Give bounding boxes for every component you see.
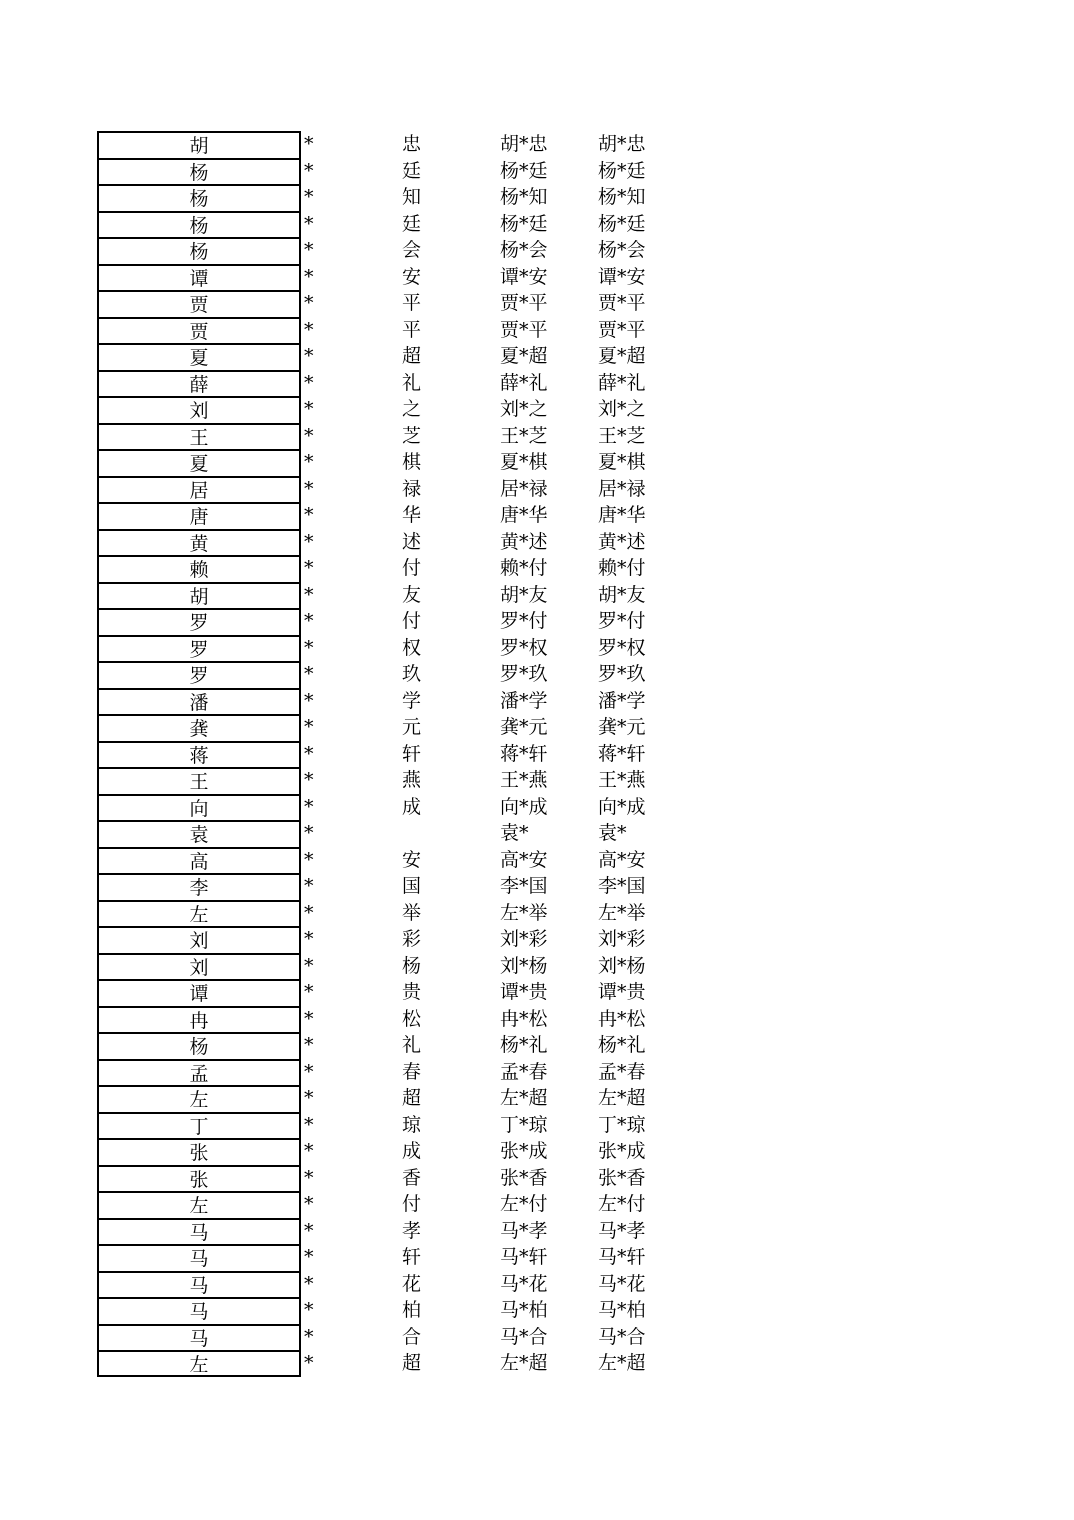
masked-name-cell[interactable]: 高*安 [500, 848, 548, 871]
mask-cell[interactable]: * [304, 1246, 314, 1268]
masked-name-copy-cell[interactable]: 王*芝 [598, 424, 646, 447]
given-name-cell[interactable]: 彩 [402, 928, 422, 950]
masked-name-cell[interactable]: 胡*友 [500, 583, 548, 606]
mask-cell[interactable]: * [304, 398, 314, 420]
mask-cell[interactable]: * [304, 477, 314, 500]
given-name-cell[interactable]: 付 [402, 557, 422, 579]
given-name-cell[interactable]: 禄 [402, 477, 422, 500]
surname-cell[interactable]: 龚 [97, 714, 301, 741]
masked-name-copy-cell[interactable]: 左*举 [598, 901, 646, 924]
mask-cell[interactable]: * [304, 1087, 314, 1109]
given-name-cell[interactable]: 礼 [402, 1034, 422, 1056]
masked-name-cell[interactable]: 罗*权 [500, 636, 548, 659]
table-row [0, 158, 700, 185]
mask-cell[interactable]: * [304, 954, 314, 977]
given-name-cell[interactable]: 棋 [402, 451, 422, 473]
masked-name-copy-cell[interactable]: 左*付 [598, 1193, 646, 1215]
masked-name-copy-cell[interactable]: 龚*元 [598, 716, 646, 738]
surname-cell[interactable]: 杨 [97, 1032, 301, 1059]
masked-name-cell[interactable]: 胡*忠 [500, 133, 548, 155]
surname-cell[interactable]: 居 [97, 476, 301, 503]
table-row [0, 926, 700, 953]
given-name-cell[interactable]: 安 [402, 848, 422, 871]
surname-cell[interactable]: 杨 [97, 158, 301, 185]
surname-cell[interactable]: 胡 [97, 131, 301, 158]
masked-name-cell[interactable]: 谭*安 [500, 265, 548, 288]
surname-cell[interactable]: 夏 [97, 449, 301, 476]
masked-name-copy-cell[interactable]: 杨*会 [598, 239, 646, 261]
masked-name-cell[interactable]: 杨*廷 [500, 212, 548, 235]
masked-name-cell[interactable]: 王*芝 [500, 424, 548, 447]
table-row [0, 343, 700, 370]
masked-name-copy-cell[interactable]: 刘*之 [598, 398, 646, 420]
given-name-cell[interactable]: 春 [402, 1060, 422, 1083]
surname-cell[interactable]: 马 [97, 1244, 301, 1271]
table-row [0, 661, 700, 688]
given-name-cell[interactable]: 述 [402, 530, 422, 553]
given-name-cell[interactable]: 之 [402, 398, 422, 420]
masked-name-copy-cell[interactable]: 胡*友 [598, 583, 646, 606]
table-row [0, 237, 700, 264]
masked-name-cell[interactable]: 贾*平 [500, 292, 548, 314]
mask-cell[interactable]: * [304, 928, 314, 950]
given-name-cell[interactable]: 松 [402, 1007, 422, 1030]
mask-cell[interactable]: * [304, 769, 314, 791]
mask-cell[interactable]: * [304, 239, 314, 261]
table-row [0, 741, 700, 768]
table-row [0, 635, 700, 662]
given-name-cell[interactable]: 权 [402, 636, 422, 659]
given-name-cell[interactable]: 廷 [402, 212, 422, 235]
given-name-cell[interactable]: 柏 [402, 1299, 422, 1321]
mask-cell[interactable]: * [304, 1060, 314, 1083]
masked-name-cell[interactable]: 夏*超 [500, 345, 548, 367]
mask-cell[interactable]: * [304, 1299, 314, 1321]
given-name-cell[interactable]: 杨 [402, 954, 422, 977]
masked-name-copy-cell[interactable]: 刘*彩 [598, 928, 646, 950]
mask-cell[interactable]: * [304, 610, 314, 632]
masked-name-copy-cell[interactable]: 夏*超 [598, 345, 646, 367]
mask-cell[interactable]: * [304, 345, 314, 367]
mask-cell[interactable]: * [304, 1034, 314, 1056]
surname-cell[interactable]: 蒋 [97, 741, 301, 768]
given-name-cell[interactable]: 平 [402, 292, 422, 314]
surname-cell[interactable]: 孟 [97, 1059, 301, 1086]
mask-cell[interactable]: * [304, 663, 314, 685]
masked-name-copy-cell[interactable]: 王*燕 [598, 769, 646, 791]
table-row [0, 688, 700, 715]
surname-cell[interactable]: 左 [97, 1191, 301, 1218]
table-row [0, 1324, 700, 1351]
masked-name-copy-cell[interactable]: 胡*忠 [598, 133, 646, 155]
masked-name-copy-cell[interactable]: 居*禄 [598, 477, 646, 500]
mask-cell[interactable]: * [304, 557, 314, 579]
table-row [0, 873, 700, 900]
surname-cell[interactable]: 黄 [97, 529, 301, 556]
masked-name-copy-cell[interactable]: 杨*廷 [598, 212, 646, 235]
table-row [0, 1271, 700, 1298]
given-name-cell[interactable]: 学 [402, 689, 422, 712]
given-name-cell[interactable]: 国 [402, 875, 422, 897]
surname-cell[interactable]: 唐 [97, 502, 301, 529]
masked-name-copy-cell[interactable]: 杨*知 [598, 186, 646, 208]
surname-cell[interactable]: 马 [97, 1324, 301, 1351]
masked-name-cell[interactable]: 张*成 [500, 1140, 548, 1162]
surname-cell[interactable]: 赖 [97, 555, 301, 582]
masked-name-copy-cell[interactable]: 赖*付 [598, 557, 646, 579]
masked-name-copy-cell[interactable]: 夏*棋 [598, 451, 646, 473]
masked-name-cell[interactable]: 刘*杨 [500, 954, 548, 977]
table-row [0, 317, 700, 344]
masked-name-cell[interactable]: 杨*礼 [500, 1034, 548, 1056]
surname-cell[interactable]: 刘 [97, 926, 301, 953]
masked-name-cell[interactable]: 罗*付 [500, 610, 548, 632]
table-row [0, 1244, 700, 1271]
given-name-cell[interactable]: 芝 [402, 424, 422, 447]
masked-name-cell[interactable]: 居*禄 [500, 477, 548, 500]
masked-name-copy-cell[interactable]: 张*香 [598, 1166, 646, 1189]
masked-name-cell[interactable]: 黄*述 [500, 530, 548, 553]
table-row [0, 767, 700, 794]
surname-cell[interactable]: 张 [97, 1165, 301, 1192]
surname-cell[interactable]: 夏 [97, 343, 301, 370]
mask-cell[interactable]: * [304, 1007, 314, 1030]
surname-cell[interactable]: 李 [97, 873, 301, 900]
masked-name-cell[interactable]: 蒋*轩 [500, 742, 548, 765]
table-row [0, 847, 700, 874]
mask-cell[interactable]: * [304, 504, 314, 526]
surname-cell[interactable]: 杨 [97, 184, 301, 211]
masked-name-cell[interactable]: 张*香 [500, 1166, 548, 1189]
masked-name-cell[interactable]: 马*孝 [500, 1219, 548, 1242]
table-row [0, 370, 700, 397]
masked-name-copy-cell[interactable]: 马*孝 [598, 1219, 646, 1242]
mask-cell[interactable]: * [304, 636, 314, 659]
mask-cell[interactable]: * [304, 1352, 314, 1374]
masked-name-cell[interactable]: 贾*平 [500, 318, 548, 341]
mask-cell[interactable]: * [304, 795, 314, 818]
table-row [0, 1059, 700, 1086]
table-row [0, 211, 700, 238]
masked-name-cell[interactable]: 刘*彩 [500, 928, 548, 950]
masked-name-cell[interactable]: 王*燕 [500, 769, 548, 791]
given-name-cell[interactable]: 孝 [402, 1219, 422, 1242]
mask-cell[interactable]: * [304, 530, 314, 553]
mask-cell[interactable]: * [304, 186, 314, 208]
table-row [0, 555, 700, 582]
masked-name-copy-cell[interactable]: 罗*玖 [598, 663, 646, 685]
given-name-cell[interactable]: 礼 [402, 371, 422, 394]
surname-cell[interactable]: 贾 [97, 317, 301, 344]
table-row [0, 900, 700, 927]
given-name-cell[interactable]: 贵 [402, 981, 422, 1003]
surname-cell[interactable]: 袁 [97, 820, 301, 847]
table-row [0, 290, 700, 317]
given-name-cell[interactable]: 友 [402, 583, 422, 606]
surname-cell[interactable]: 左 [97, 900, 301, 927]
mask-cell[interactable]: * [304, 901, 314, 924]
masked-name-cell[interactable]: 唐*华 [500, 504, 548, 526]
masked-name-cell[interactable]: 向*成 [500, 795, 548, 818]
mask-cell[interactable]: * [304, 1272, 314, 1295]
masked-name-cell[interactable]: 马*花 [500, 1272, 548, 1295]
masked-name-cell[interactable]: 杨*廷 [500, 159, 548, 182]
given-name-cell[interactable] [402, 820, 426, 847]
masked-name-copy-cell[interactable]: 谭*贵 [598, 981, 646, 1003]
given-name-cell[interactable]: 举 [402, 901, 422, 924]
surname-cell[interactable]: 谭 [97, 264, 301, 291]
mask-cell[interactable]: * [304, 212, 314, 235]
masked-name-copy-cell[interactable]: 左*超 [598, 1352, 646, 1374]
masked-name-copy-cell[interactable]: 冉*松 [598, 1007, 646, 1030]
masked-name-cell[interactable]: 谭*贵 [500, 981, 548, 1003]
surname-cell[interactable]: 马 [97, 1271, 301, 1298]
masked-name-copy-cell[interactable]: 刘*杨 [598, 954, 646, 977]
mask-cell[interactable]: * [304, 1140, 314, 1162]
surname-cell[interactable]: 罗 [97, 608, 301, 635]
given-name-cell[interactable]: 成 [402, 795, 422, 818]
given-name-cell[interactable]: 轩 [402, 742, 422, 765]
masked-name-cell[interactable]: 左*超 [500, 1087, 548, 1109]
table-row [0, 979, 700, 1006]
masked-name-cell[interactable]: 夏*棋 [500, 451, 548, 473]
surname-cell[interactable]: 马 [97, 1218, 301, 1245]
mask-cell[interactable]: * [304, 1113, 314, 1136]
surname-cell[interactable]: 刘 [97, 396, 301, 423]
masked-name-copy-cell[interactable]: 马*轩 [598, 1246, 646, 1268]
given-name-cell[interactable]: 轩 [402, 1246, 422, 1268]
given-name-cell[interactable]: 安 [402, 265, 422, 288]
given-name-cell[interactable]: 超 [402, 345, 422, 367]
masked-name-cell[interactable]: 袁* [500, 822, 529, 844]
surname-cell[interactable]: 薛 [97, 370, 301, 397]
mask-cell[interactable]: * [304, 318, 314, 341]
table-row [0, 1191, 700, 1218]
table-row [0, 423, 700, 450]
masked-name-cell[interactable]: 潘*学 [500, 689, 548, 712]
masked-name-cell[interactable]: 左*超 [500, 1352, 548, 1374]
surname-cell[interactable]: 罗 [97, 661, 301, 688]
mask-cell[interactable]: * [304, 1219, 314, 1242]
table-row [0, 1138, 700, 1165]
mask-cell[interactable]: * [304, 848, 314, 871]
mask-cell[interactable]: * [304, 716, 314, 738]
surname-cell[interactable]: 胡 [97, 582, 301, 609]
given-name-cell[interactable]: 燕 [402, 769, 422, 791]
masked-name-cell[interactable]: 左*举 [500, 901, 548, 924]
given-name-cell[interactable]: 琼 [402, 1113, 422, 1136]
masked-name-cell[interactable]: 杨*知 [500, 186, 548, 208]
table-row [0, 714, 700, 741]
given-name-cell[interactable]: 廷 [402, 159, 422, 182]
masked-name-cell[interactable]: 杨*会 [500, 239, 548, 261]
table-row [0, 502, 700, 529]
masked-name-cell[interactable]: 赖*付 [500, 557, 548, 579]
masked-name-copy-cell[interactable]: 向*成 [598, 795, 646, 818]
surname-cell[interactable]: 贾 [97, 290, 301, 317]
surname-cell[interactable]: 罗 [97, 635, 301, 662]
table-row [0, 820, 700, 847]
given-name-cell[interactable]: 玖 [402, 663, 422, 685]
masked-name-copy-cell[interactable]: 丁*琼 [598, 1113, 646, 1136]
masked-name-copy-cell[interactable]: 贾*平 [598, 292, 646, 314]
table-row [0, 1297, 700, 1324]
mask-cell[interactable]: * [304, 159, 314, 182]
masked-name-cell[interactable]: 马*轩 [500, 1246, 548, 1268]
given-name-cell[interactable]: 香 [402, 1166, 422, 1189]
given-name-cell[interactable]: 付 [402, 1193, 422, 1215]
masked-name-copy-cell[interactable]: 薛*礼 [598, 371, 646, 394]
masked-name-copy-cell[interactable]: 李*国 [598, 875, 646, 897]
masked-name-cell[interactable]: 龚*元 [500, 716, 548, 738]
given-name-cell[interactable]: 成 [402, 1140, 422, 1162]
table-row [0, 131, 700, 158]
surname-cell[interactable]: 张 [97, 1138, 301, 1165]
surname-cell[interactable]: 冉 [97, 1006, 301, 1033]
table-row [0, 1112, 700, 1139]
table-row [0, 449, 700, 476]
masked-name-cell[interactable]: 刘*之 [500, 398, 548, 420]
mask-cell[interactable]: * [304, 371, 314, 394]
given-name-cell[interactable]: 超 [402, 1087, 422, 1109]
masked-name-copy-cell[interactable]: 谭*安 [598, 265, 646, 288]
table-row [0, 1350, 700, 1377]
table-row [0, 264, 700, 291]
surname-cell[interactable]: 杨 [97, 237, 301, 264]
surname-cell[interactable]: 王 [97, 423, 301, 450]
masked-name-cell[interactable]: 罗*玖 [500, 663, 548, 685]
mask-cell[interactable]: * [304, 1166, 314, 1189]
mask-cell[interactable]: * [304, 689, 314, 712]
masked-name-copy-cell[interactable]: 杨*廷 [598, 159, 646, 182]
given-name-cell[interactable]: 付 [402, 610, 422, 632]
surname-cell[interactable]: 潘 [97, 688, 301, 715]
surname-cell[interactable]: 谭 [97, 979, 301, 1006]
surname-cell[interactable]: 左 [97, 1085, 301, 1112]
masked-name-cell[interactable]: 马*柏 [500, 1299, 548, 1321]
masked-name-copy-cell[interactable]: 罗*权 [598, 636, 646, 659]
given-name-cell[interactable]: 会 [402, 239, 422, 261]
table-row [0, 608, 700, 635]
table-row [0, 1218, 700, 1245]
surname-cell[interactable]: 王 [97, 767, 301, 794]
given-name-cell[interactable]: 元 [402, 716, 422, 738]
masked-name-copy-cell[interactable]: 张*成 [598, 1140, 646, 1162]
given-name-cell[interactable]: 华 [402, 504, 422, 526]
table-row [0, 794, 700, 821]
mask-cell[interactable]: * [304, 424, 314, 447]
table-row [0, 1006, 700, 1033]
table-row [0, 1032, 700, 1059]
surname-cell[interactable]: 马 [97, 1297, 301, 1324]
table-row [0, 1165, 700, 1192]
masked-name-cell[interactable]: 马*合 [500, 1325, 548, 1348]
given-name-cell[interactable]: 合 [402, 1325, 422, 1348]
masked-name-cell[interactable]: 孟*春 [500, 1060, 548, 1083]
surname-cell[interactable]: 高 [97, 847, 301, 874]
masked-name-copy-cell[interactable]: 黄*述 [598, 530, 646, 553]
masked-name-copy-cell[interactable]: 马*合 [598, 1325, 646, 1348]
given-name-cell[interactable]: 花 [402, 1272, 422, 1295]
surname-cell[interactable]: 丁 [97, 1112, 301, 1139]
masked-name-copy-cell[interactable]: 孟*春 [598, 1060, 646, 1083]
masked-name-copy-cell[interactable]: 贾*平 [598, 318, 646, 341]
masked-name-copy-cell[interactable]: 蒋*轩 [598, 742, 646, 765]
masked-name-copy-cell[interactable]: 袁* [598, 822, 627, 844]
surname-cell[interactable]: 刘 [97, 953, 301, 980]
mask-cell[interactable]: * [304, 822, 314, 844]
mask-cell[interactable]: * [304, 133, 314, 155]
given-name-cell[interactable]: 超 [402, 1352, 422, 1374]
masked-name-cell[interactable]: 左*付 [500, 1193, 548, 1215]
mask-cell[interactable]: * [304, 742, 314, 765]
masked-name-cell[interactable]: 李*国 [500, 875, 548, 897]
table-row [0, 184, 700, 211]
mask-cell[interactable]: * [304, 875, 314, 897]
mask-cell[interactable]: * [304, 1193, 314, 1215]
given-name-cell[interactable]: 平 [402, 318, 422, 341]
table-row [0, 953, 700, 980]
given-name-cell[interactable]: 知 [402, 186, 422, 208]
surname-cell[interactable]: 左 [97, 1350, 301, 1377]
masked-name-copy-cell[interactable]: 唐*华 [598, 504, 646, 526]
surname-cell[interactable]: 向 [97, 794, 301, 821]
given-name-cell[interactable]: 忠 [402, 133, 422, 155]
masked-name-copy-cell[interactable]: 马*柏 [598, 1299, 646, 1321]
table-row [0, 1085, 700, 1112]
masked-name-copy-cell[interactable]: 潘*学 [598, 689, 646, 712]
mask-cell[interactable]: * [304, 292, 314, 314]
masked-name-copy-cell[interactable]: 杨*礼 [598, 1034, 646, 1056]
surname-cell[interactable]: 杨 [97, 211, 301, 238]
masked-name-cell[interactable]: 冉*松 [500, 1007, 548, 1030]
table-row [0, 396, 700, 423]
table-row [0, 529, 700, 556]
masked-name-copy-cell[interactable]: 马*花 [598, 1272, 646, 1295]
mask-cell[interactable]: * [304, 981, 314, 1003]
mask-cell[interactable]: * [304, 451, 314, 473]
mask-cell[interactable]: * [304, 1325, 314, 1348]
table-row [0, 582, 700, 609]
masked-name-cell[interactable]: 丁*琼 [500, 1113, 548, 1136]
mask-cell[interactable]: * [304, 265, 314, 288]
masked-name-cell[interactable]: 薛*礼 [500, 371, 548, 394]
mask-cell[interactable]: * [304, 583, 314, 606]
masked-name-copy-cell[interactable]: 高*安 [598, 848, 646, 871]
masked-name-copy-cell[interactable]: 左*超 [598, 1087, 646, 1109]
table-row [0, 476, 700, 503]
masked-name-copy-cell[interactable]: 罗*付 [598, 610, 646, 632]
